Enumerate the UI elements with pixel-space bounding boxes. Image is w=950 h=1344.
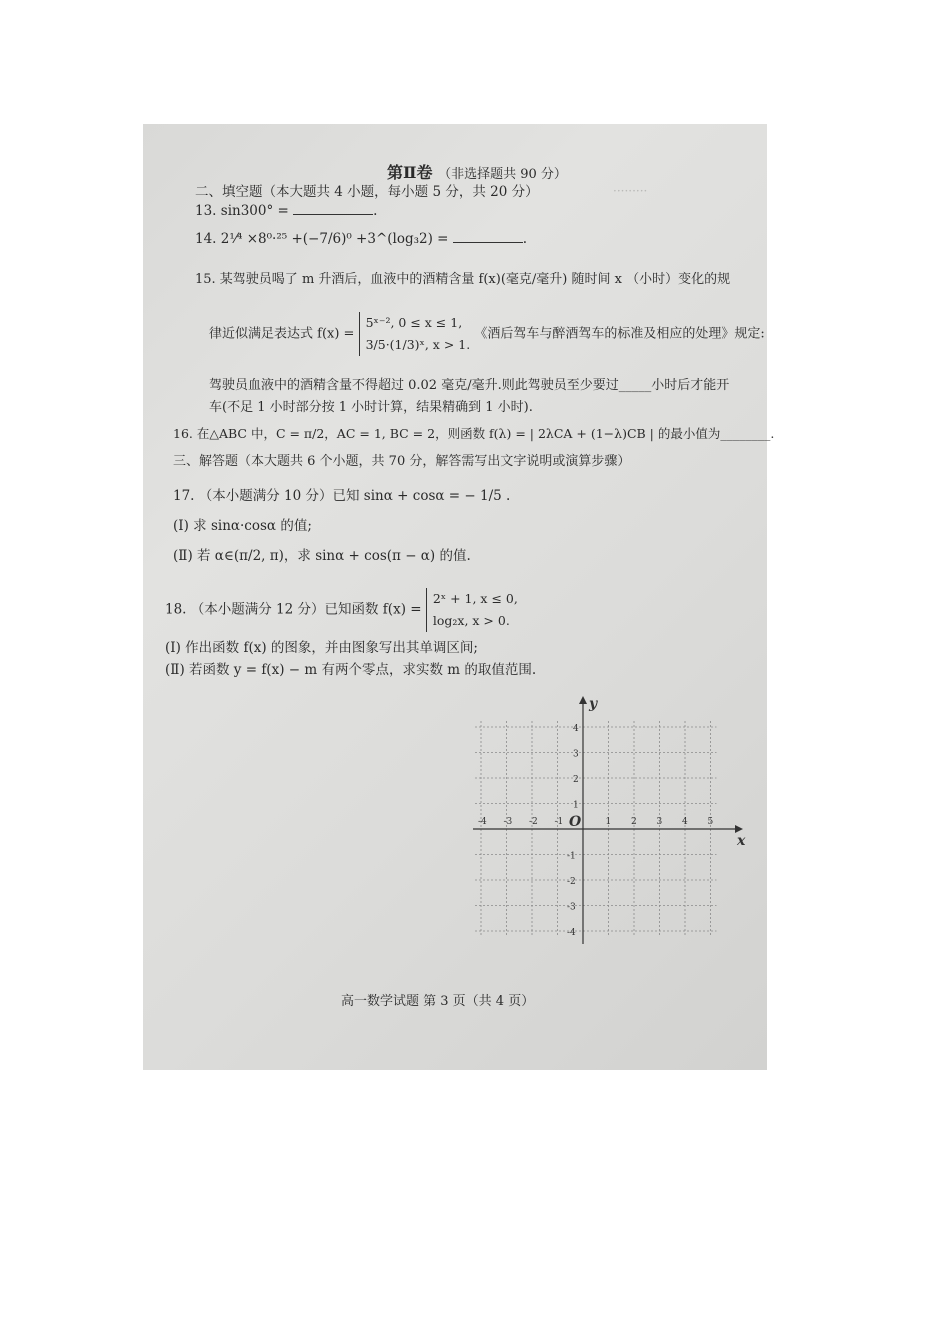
x-tick-label: -2 bbox=[529, 817, 538, 827]
q15-case2: 3/5·(1/3)ˣ, x > 1. bbox=[365, 337, 471, 352]
q13-text: sin300° = bbox=[220, 203, 289, 219]
x-tick-label: 2 bbox=[631, 817, 637, 827]
x-tick-label: -1 bbox=[554, 817, 564, 827]
question-16: 16. 在△ABC 中，C = π/2，AC = 1, BC = 2，则函数 f(λ) = | 2λCA + (1−λ)CB | 的最小值为________. bbox=[173, 426, 775, 441]
title-main: 第Ⅱ卷 bbox=[387, 163, 433, 182]
q18-line1 bbox=[165, 588, 518, 632]
q15-line3: 驾驶员血液中的酒精含量不得超过 0.02 毫克/毫升.则此驾驶员至少要过_____小时后才能开 bbox=[209, 378, 730, 393]
q17-part1: (Ⅰ) 求 sinα·cosα 的值; bbox=[173, 518, 312, 534]
x-axis-label: x bbox=[737, 833, 746, 849]
x-tick-label: -4 bbox=[478, 817, 487, 827]
q15-line2 bbox=[209, 312, 765, 356]
q18-part1: (Ⅰ) 作出函数 f(x) 的图象，并由图象写出其单调区间; bbox=[165, 640, 478, 656]
q15-case1: 5ˣ⁻², 0 ≤ x ≤ 1, bbox=[365, 315, 463, 330]
q15-line4: 车(不足 1 小时部分按 1 小时计算，结果精确到 1 小时). bbox=[209, 400, 533, 415]
x-axis-arrow bbox=[735, 825, 743, 833]
q14-answer-blank bbox=[453, 230, 523, 243]
q14-number: 14. bbox=[195, 231, 217, 247]
q15-piecewise bbox=[359, 312, 471, 356]
y-tick-label: -1 bbox=[567, 851, 576, 862]
y-tick-label: 3 bbox=[573, 749, 579, 760]
section3-heading: 三、解答题（本大题共 6 个小题，共 70 分，解答需写出文字说明或演算步骤） bbox=[173, 454, 631, 469]
x-tick-label: 4 bbox=[682, 817, 688, 827]
tick-labels bbox=[478, 724, 714, 938]
y-tick-label: 4 bbox=[573, 724, 579, 734]
coordinate-grid bbox=[473, 696, 746, 946]
origin-label: O bbox=[569, 814, 582, 830]
q13-end: . bbox=[373, 203, 378, 219]
q15-rule: 《酒后驾车与醉酒驾车的标准及相应的处理》规定: bbox=[474, 326, 765, 342]
y-tick-label: 1 bbox=[573, 800, 579, 811]
q14-text: 2¹⁄⁴ ×8⁰·²⁵ +(−7/6)⁰ +3^(log₃2) = bbox=[220, 231, 449, 247]
y-tick-label: -2 bbox=[567, 877, 576, 887]
y-tick-label: 2 bbox=[573, 775, 579, 785]
x-tick-label: -3 bbox=[503, 817, 513, 827]
q18-piecewise bbox=[426, 588, 518, 632]
q18-case1: 2ˣ + 1, x ≤ 0, bbox=[432, 591, 518, 606]
x-tick-label: 5 bbox=[707, 817, 714, 827]
q13-number: 13. bbox=[195, 203, 217, 219]
x-tick-label: 3 bbox=[656, 817, 663, 827]
q18-lead: 18. （本小题满分 12 分）已知函数 f(x) = bbox=[165, 601, 422, 618]
x-tick-label: 1 bbox=[605, 817, 612, 827]
q18-case2: log₂x, x > 0. bbox=[432, 613, 510, 628]
y-axis-arrow bbox=[579, 696, 587, 704]
q17-part2: (Ⅱ) 若 α∈(π/2, π)，求 sinα + cos(π − α) 的值. bbox=[173, 548, 471, 564]
q14-end: . bbox=[522, 231, 528, 247]
y-axis-label: y bbox=[589, 696, 598, 712]
bleed-through-text: ········· bbox=[613, 184, 648, 198]
q15-line1: 15. 某驾驶员喝了 m 升酒后，血液中的酒精含量 f(x)(毫克/毫升) 随时间 x （小时）变化的规 bbox=[195, 272, 731, 287]
exam-page bbox=[143, 124, 775, 1070]
section2-heading: 二、填空题（本大题共 4 小题，每小题 5 分，共 20 分） bbox=[195, 184, 539, 200]
y-tick-label: -4 bbox=[567, 928, 576, 938]
q15-expr-lead: 律近似满足表达式 f(x) = bbox=[209, 326, 355, 342]
q13-answer-blank bbox=[293, 202, 373, 215]
question-13 bbox=[195, 202, 377, 219]
question-14 bbox=[195, 230, 527, 247]
title-subtitle: （非选择题共 90 分） bbox=[438, 167, 567, 182]
q17-line1: 17. （本小题满分 10 分）已知 sinα + cosα = − 1/5 . bbox=[173, 488, 511, 504]
y-tick-label: -3 bbox=[567, 902, 576, 913]
page-footer: 高一数学试题 第 3 页（共 4 页） bbox=[341, 994, 535, 1009]
q18-part2: (Ⅱ) 若函数 y = f(x) − m 有两个零点，求实数 m 的取值范围. bbox=[165, 662, 537, 678]
